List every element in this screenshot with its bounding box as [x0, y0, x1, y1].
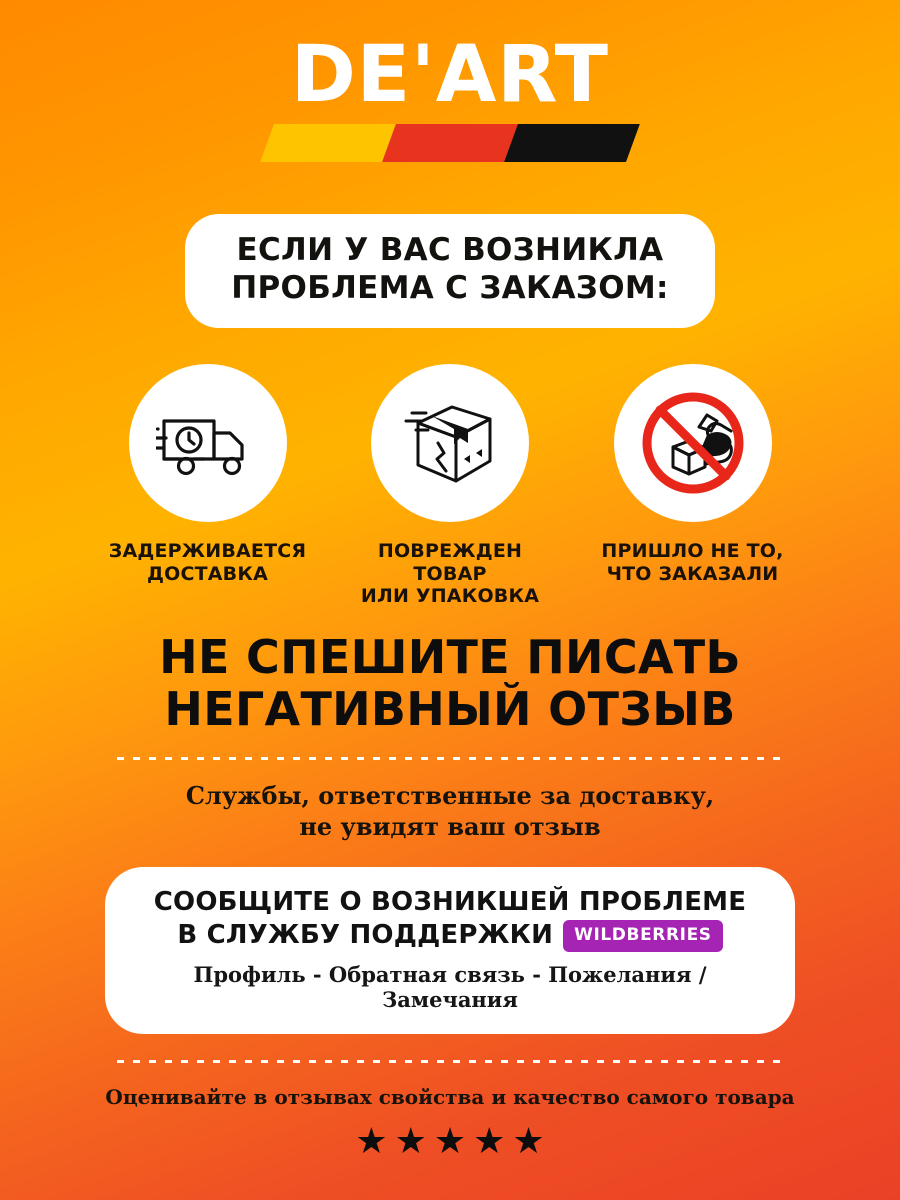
wildberries-badge: WILDBERRIES [563, 920, 723, 952]
dotted-divider-top [117, 757, 783, 760]
main-headline-line-1: НЕ СПЕШИТЕ ПИСАТЬ [159, 630, 741, 685]
icon-circle [371, 364, 529, 522]
icon-circle [129, 364, 287, 522]
headline-pill-line-1: ЕСЛИ У ВАС ВОЗНИКЛА [236, 232, 664, 269]
caption-line-2: ЧТО ЗАКАЗАЛИ [606, 562, 779, 585]
caption-line-2: ИЛИ УПАКОВКА [360, 585, 540, 608]
problem-caption [343, 540, 558, 608]
german-flag-stripes [260, 124, 640, 162]
subtext-block [186, 780, 714, 842]
headline-pill [185, 214, 714, 328]
star-icon: ★ [512, 1119, 545, 1161]
caption-line-1: ПОВРЕЖДЕН ТОВАР [377, 539, 523, 585]
damaged-box-icon [398, 397, 502, 489]
brand-name: DE'ART [290, 30, 610, 120]
problem-icons-row [100, 364, 800, 608]
main-headline [159, 632, 741, 735]
support-card-line-2: В СЛУЖБУ ПОДДЕРЖКИ [177, 920, 554, 951]
support-navigation-path: Профиль - Обратная связь - Пожелания / Замечания [193, 961, 707, 1012]
flag-stripe-red [382, 124, 518, 162]
problem-item-wrong-item [585, 364, 800, 608]
flag-stripe-yellow [260, 124, 396, 162]
caption-line-1: ЗАДЕРЖИВАЕТСЯ [108, 539, 307, 562]
problem-caption [109, 540, 307, 586]
footer-note: Оценивайте в отзывах свойства и качество самого товара [105, 1084, 795, 1109]
star-icon: ★ [394, 1119, 427, 1161]
subtext-line-1: Службы, ответственные за доставку, [185, 781, 715, 811]
star-rating [355, 1119, 545, 1161]
main-headline-line-2: НЕГАТИВНЫЙ ОТЗЫВ [164, 681, 736, 736]
icon-circle [614, 364, 772, 522]
support-card-line-1: СООБЩИТЕ О ВОЗНИКШЕЙ ПРОБЛЕМЕ [153, 886, 747, 917]
wrong-item-prohibited-icon [637, 391, 749, 495]
star-icon: ★ [433, 1119, 467, 1161]
support-card [105, 867, 795, 1034]
headline-pill-line-2: ПРОБЛЕМА С ЗАКАЗОМ: [231, 269, 669, 306]
problem-caption [601, 540, 783, 586]
caption-line-2: ДОСТАВКА [147, 562, 268, 585]
problem-item-delivery-delay [100, 364, 315, 608]
problem-item-damaged-package [343, 364, 558, 608]
star-icon: ★ [355, 1119, 388, 1161]
star-icon: ★ [473, 1119, 506, 1161]
subtext-line-2: не увидят ваш отзыв [299, 812, 601, 842]
brand-logo [265, 30, 635, 162]
support-card-line-2-row [131, 920, 769, 952]
caption-line-1: ПРИШЛО НЕ ТО, [601, 539, 784, 562]
flag-stripe-black [504, 124, 640, 162]
dotted-divider-bottom [117, 1060, 783, 1063]
delivery-truck-clock-icon [156, 405, 260, 481]
